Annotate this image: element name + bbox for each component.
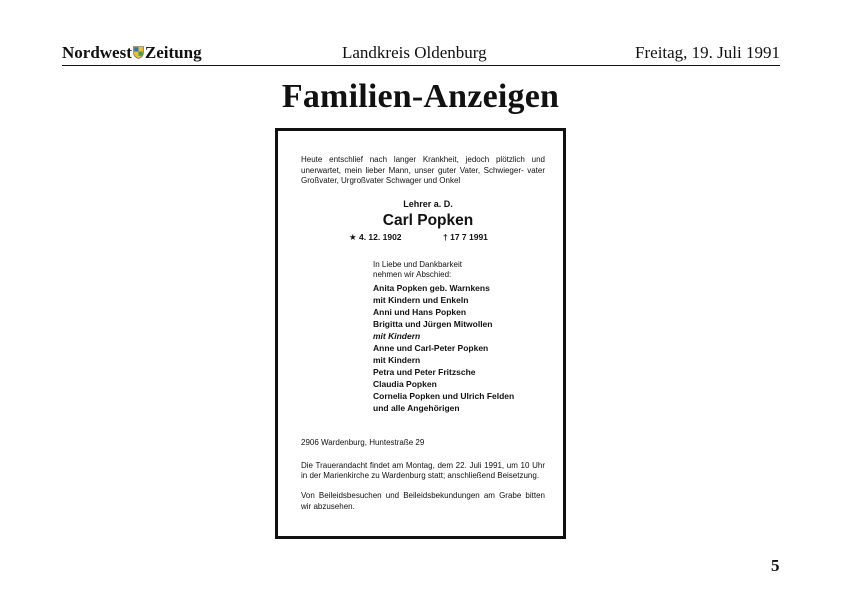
farewell-line: In Liebe und Dankbarkeit [373,259,462,269]
service-info: Die Trauerandacht findet am Montag, dem 22. Juli 1991, um 10 Uhr in der Marienkirche zu Wardenburg statt; anschließend Beisetzung. [301,460,545,481]
life-dates [301,232,545,245]
death-date: † 17 7 1991 [443,231,488,242]
condolence-note: Von Beileidsbesuchen und Beileidsbekundungen am Grabe bitten wir abzusehen. [301,490,545,511]
page-number: 5 [771,556,780,575]
paper-name [62,43,202,63]
mourner-line: Petra und Peter Fritzsche [373,366,476,377]
mourner-line: Anni und Hans Popken [373,306,467,317]
mourner-line: mit Kindern [373,354,421,365]
death-notice [275,128,566,539]
mourner-line: mit Kindern und Enkeln [373,294,469,305]
mourner-line: Cornelia Popken und Ulrich Felden [373,390,515,401]
mourner-line: Claudia Popken [373,378,437,389]
mourner-line: Anita Popken geb. Warnkens [373,282,490,293]
mourner-line: Anne und Carl-Peter Popken [373,342,489,353]
family-address: 2906 Wardenburg, Huntestraße 29 [301,437,425,447]
mourner-line: und alle Angehörigen [373,402,460,413]
deceased-name: Carl Popken [382,211,474,229]
deceased-title: Lehrer a. D. [403,198,453,209]
notice-intro: Heute entschlief nach langer Krankheit, jedoch plötzlich und unerwartet, mein lieber Mann, unser guter Vater, Schwieger- vater Großvater, Urgroßvater Schwager und Onkel [301,155,545,186]
coat-of-arms-icon [133,46,144,59]
paper-name-part2: Zeitung [144,43,202,62]
paper-name-part1: Nordwest [62,43,132,62]
death-notice-content [301,155,545,512]
farewell-line: nehmen wir Abschied: [373,269,452,279]
page-title: Familien-Anzeigen [281,78,560,115]
mourner-line: Brigitta und Jürgen Mitwollen [373,318,493,329]
masthead-date: Freitag, 19. Juli 1991 [635,43,780,62]
mourner-line: mit Kindern [373,330,421,341]
mourners-list [373,282,545,414]
masthead-rule [62,65,780,66]
birth-date: ★ 4. 12. 1902 [349,231,402,242]
masthead [62,41,780,65]
farewell-text [373,260,545,280]
masthead-region: Landkreis Oldenburg [342,43,487,62]
